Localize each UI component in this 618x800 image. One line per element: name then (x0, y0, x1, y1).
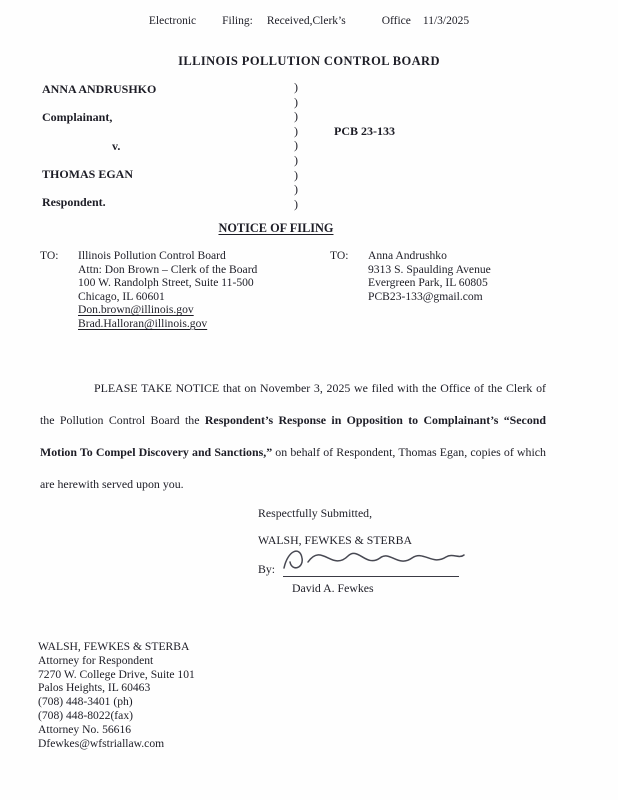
respectfully-submitted: Respectfully Submitted, (258, 506, 373, 520)
respondent-name: THOMAS EGAN (42, 167, 134, 181)
case-number: PCB 23-133 (334, 124, 395, 138)
notice-body-paragraph (40, 372, 546, 500)
versus-label: v. (112, 139, 121, 153)
address-line: 9313 S. Spaulding Avenue (368, 262, 491, 276)
address-line: PCB23-133@gmail.com (368, 289, 483, 303)
recipient-block-right (368, 249, 491, 303)
address-line: 100 W. Randolph Street, Suite 11-500 (78, 276, 254, 290)
address-line: Anna Andrushko (368, 249, 447, 262)
address-line: Evergreen Park, IL 60805 (368, 276, 488, 290)
caption-paren: ) (294, 152, 298, 167)
address-line: Chicago, IL 60601 (78, 289, 165, 303)
stamp-date: 11/3/2025 (422, 15, 470, 27)
footer-line: 7270 W. College Drive, Suite 101 (38, 667, 195, 681)
to-label-left: TO: (40, 249, 59, 262)
address-line: Illinois Pollution Control Board (78, 249, 226, 262)
complainant-name: ANNA ANDRUSHKO (42, 82, 157, 96)
footer-line: (708) 448-3401 (ph) (38, 695, 133, 709)
to-label-right: TO: (330, 249, 349, 262)
signer-name: David A. Fewkes (292, 581, 374, 595)
caption-paren: ) (294, 167, 298, 182)
caption-paren: ) (294, 94, 298, 109)
footer-line: Attorney No. 56616 (38, 722, 132, 736)
caption-paren: ) (294, 109, 298, 124)
respondent-label: Respondent. (42, 195, 106, 209)
attorney-footer-block (38, 640, 195, 750)
caption-paren: ) (294, 123, 298, 138)
stamp-word: Electronic (148, 15, 197, 27)
board-title: ILLINOIS POLLUTION CONTROL BOARD (178, 54, 440, 68)
notice-of-filing-heading: NOTICE OF FILING (218, 221, 334, 235)
efiling-stamp (0, 15, 618, 27)
caption-paren: ) (294, 80, 298, 94)
stamp-word: Filing: (222, 15, 253, 27)
caption-paren-column (294, 80, 298, 211)
footer-line: Palos Heights, IL 60463 (38, 681, 151, 695)
footer-line: (708) 448-8022(fax) (38, 708, 133, 722)
footer-line: Attorney for Respondent (38, 653, 154, 667)
body-text-bold-motion-title: Respondent’s Response in Opposition to Complainant’s “Second Motion To Compel Discovery and Sanctions,” (40, 413, 546, 459)
body-text-pre: PLEASE TAKE NOTICE that on November 3, 2025 we filed with the Office of the Clerk of the Pollution Control Board the (40, 381, 546, 427)
caption-paren: ) (294, 138, 298, 153)
caption-paren: ) (294, 196, 298, 211)
address-line: Attn: Don Brown – Clerk of the Board (78, 262, 258, 276)
firm-name: WALSH, FEWKES & STERBA (258, 533, 413, 547)
caption-paren: ) (294, 182, 298, 197)
recipient-block-left (78, 249, 257, 331)
handwritten-signature (278, 542, 468, 578)
footer-line: Dfewkes@wfstriallaw.com (38, 736, 165, 750)
stamp-word: Received,Clerk’s (266, 15, 346, 27)
stamp-word: Office (381, 15, 411, 27)
complainant-label: Complainant, (42, 110, 113, 124)
email-link[interactable]: Don.brown@illinois.gov (78, 303, 194, 317)
body-text-post: on behalf of Respondent, Thomas Egan, copies of which are herewith served upon you. (40, 445, 546, 491)
by-label: By: (258, 562, 276, 576)
email-link[interactable]: Brad.Halloran@illinois.gov (78, 316, 208, 330)
footer-line: WALSH, FEWKES & STERBA (38, 640, 190, 653)
